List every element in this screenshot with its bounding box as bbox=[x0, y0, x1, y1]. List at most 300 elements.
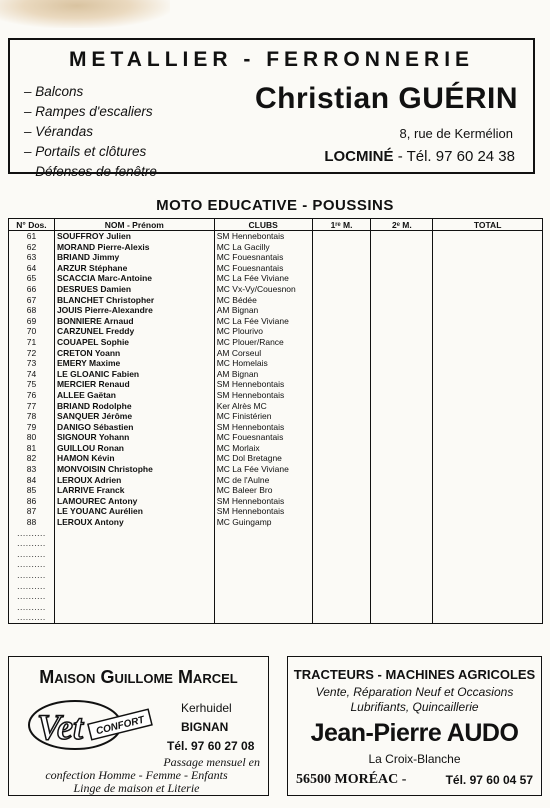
row-club bbox=[214, 528, 312, 539]
dealer-phone: Tél. 97 60 04 57 bbox=[445, 773, 533, 787]
row-m1 bbox=[312, 496, 371, 507]
row-number: 67 bbox=[9, 295, 55, 306]
row-m1 bbox=[312, 570, 371, 581]
row-name: HAMON Kévin bbox=[54, 453, 214, 464]
table-row bbox=[9, 549, 543, 560]
row-number: 66 bbox=[9, 284, 55, 295]
row-number: .......... bbox=[9, 538, 55, 549]
row-m1 bbox=[312, 432, 371, 443]
row-club: SM Hennebontais bbox=[214, 422, 312, 433]
row-number: 88 bbox=[9, 517, 55, 528]
row-name: MERCIER Renaud bbox=[54, 379, 214, 390]
row-m1 bbox=[312, 506, 371, 517]
row-number: .......... bbox=[9, 549, 55, 560]
row-name: EMERY Maxime bbox=[54, 358, 214, 369]
row-m2 bbox=[371, 549, 433, 560]
row-m2 bbox=[371, 231, 433, 242]
metallier-ad bbox=[8, 38, 535, 179]
service-item: – Balcons bbox=[24, 82, 157, 102]
row-club bbox=[214, 570, 312, 581]
row-m2 bbox=[371, 443, 433, 454]
row-name bbox=[54, 538, 214, 549]
row-m2 bbox=[371, 252, 433, 263]
row-m1 bbox=[312, 316, 371, 327]
row-m1 bbox=[312, 612, 371, 623]
table-row bbox=[9, 591, 543, 602]
table-row bbox=[9, 242, 543, 253]
row-m1 bbox=[312, 284, 371, 295]
row-club: MC La Fée Viviane bbox=[214, 273, 312, 284]
table-row bbox=[9, 295, 543, 306]
table-row bbox=[9, 369, 543, 380]
row-m1 bbox=[312, 348, 371, 359]
row-club: MC Plouer/Rance bbox=[214, 337, 312, 348]
row-club: MC Guingamp bbox=[214, 517, 312, 528]
row-m1 bbox=[312, 549, 371, 560]
row-name bbox=[54, 570, 214, 581]
row-m1 bbox=[312, 326, 371, 337]
row-m2 bbox=[371, 559, 433, 570]
row-name: MONVOISIN Christophe bbox=[54, 464, 214, 475]
dealer-name: Jean-Pierre AUDO bbox=[310, 719, 519, 747]
row-club: MC La Fée Viviane bbox=[214, 316, 312, 327]
row-total bbox=[433, 263, 543, 274]
row-m2 bbox=[371, 496, 433, 507]
row-total bbox=[433, 348, 543, 359]
row-number: 68 bbox=[9, 305, 55, 316]
vet-confort-logo bbox=[23, 695, 153, 755]
shop-line3: Linge de maison et Literie bbox=[73, 781, 200, 795]
row-total bbox=[433, 369, 543, 380]
table-row bbox=[9, 337, 543, 348]
row-name bbox=[54, 559, 214, 570]
row-club bbox=[214, 602, 312, 613]
row-name: MORAND Pierre-Alexis bbox=[54, 242, 214, 253]
row-name: GUILLOU Ronan bbox=[54, 443, 214, 454]
row-name: BRIAND Rodolphe bbox=[54, 401, 214, 412]
row-number: 82 bbox=[9, 453, 55, 464]
row-number: .......... bbox=[9, 570, 55, 581]
table-row bbox=[9, 612, 543, 623]
row-name: DANIGO Sébastien bbox=[54, 422, 214, 433]
row-m1 bbox=[312, 422, 371, 433]
row-number: 71 bbox=[9, 337, 55, 348]
row-total bbox=[433, 506, 543, 517]
row-total bbox=[433, 422, 543, 433]
row-name: LE YOUANC Aurélien bbox=[54, 506, 214, 517]
row-name: LARRIVE Franck bbox=[54, 485, 214, 496]
row-m1 bbox=[312, 401, 371, 412]
row-name: SANQUER Jérôme bbox=[54, 411, 214, 422]
row-name: BRIAND Jimmy bbox=[54, 252, 214, 263]
row-club: MC Dol Bretagne bbox=[214, 453, 312, 464]
row-total bbox=[433, 496, 543, 507]
row-m2 bbox=[371, 326, 433, 337]
row-name bbox=[54, 581, 214, 592]
row-m1 bbox=[312, 581, 371, 592]
row-name: BLANCHET Christopher bbox=[54, 295, 214, 306]
service-item: – Portails et clôtures bbox=[24, 142, 157, 162]
row-m1 bbox=[312, 538, 371, 549]
header-total: TOTAL bbox=[433, 219, 543, 231]
row-total bbox=[433, 284, 543, 295]
row-number: 80 bbox=[9, 432, 55, 443]
row-club bbox=[214, 591, 312, 602]
row-m2 bbox=[371, 538, 433, 549]
row-number: 75 bbox=[9, 379, 55, 390]
row-total bbox=[433, 432, 543, 443]
row-number: 81 bbox=[9, 443, 55, 454]
row-name: SIGNOUR Yohann bbox=[54, 432, 214, 443]
table-row bbox=[9, 432, 543, 443]
row-total bbox=[433, 517, 543, 528]
company-address: 8, rue de Kermélion bbox=[399, 126, 513, 141]
table-row bbox=[9, 411, 543, 422]
row-m2 bbox=[371, 337, 433, 348]
row-number: 65 bbox=[9, 273, 55, 284]
company-name: Christian GUÉRIN bbox=[255, 82, 519, 115]
company-contact bbox=[324, 148, 515, 165]
row-m2 bbox=[371, 273, 433, 284]
row-number: 86 bbox=[9, 496, 55, 507]
row-number: 85 bbox=[9, 485, 55, 496]
row-total bbox=[433, 411, 543, 422]
row-m1 bbox=[312, 242, 371, 253]
row-name: LE GLOANIC Fabien bbox=[54, 369, 214, 380]
row-number: .......... bbox=[9, 612, 55, 623]
row-total bbox=[433, 464, 543, 475]
section-title: MOTO EDUCATIVE - POUSSINS bbox=[156, 197, 394, 214]
table-row bbox=[9, 390, 543, 401]
row-m2 bbox=[371, 570, 433, 581]
row-total bbox=[433, 602, 543, 613]
row-number: .......... bbox=[9, 602, 55, 613]
table-row bbox=[9, 443, 543, 454]
row-m1 bbox=[312, 390, 371, 401]
service-item: – Rampes d'escaliers bbox=[24, 102, 157, 122]
row-club: SM Hennebontais bbox=[214, 496, 312, 507]
row-m2 bbox=[371, 295, 433, 306]
header-name: NOM - Prénom bbox=[54, 219, 214, 231]
logo-main: Vet bbox=[37, 707, 84, 747]
row-club: MC Fouesnantais bbox=[214, 432, 312, 443]
shop-line2: confection Homme - Femme - Enfants bbox=[45, 768, 228, 782]
table-row bbox=[9, 326, 543, 337]
table-row bbox=[9, 528, 543, 539]
row-number: 79 bbox=[9, 422, 55, 433]
table-row bbox=[9, 559, 543, 570]
table-row bbox=[9, 263, 543, 274]
row-number: 69 bbox=[9, 316, 55, 327]
row-m1 bbox=[312, 273, 371, 284]
table-row bbox=[9, 464, 543, 475]
row-m2 bbox=[371, 591, 433, 602]
row-m2 bbox=[371, 506, 433, 517]
shop-phone: Tél. 97 60 27 08 bbox=[167, 739, 255, 753]
row-number: 83 bbox=[9, 464, 55, 475]
row-total bbox=[433, 390, 543, 401]
row-m2 bbox=[371, 369, 433, 380]
table-row bbox=[9, 252, 543, 263]
row-m1 bbox=[312, 591, 371, 602]
services-list bbox=[24, 82, 157, 182]
row-total bbox=[433, 295, 543, 306]
row-name: SOUFFROY Julien bbox=[54, 231, 214, 242]
row-club: MC Plourivo bbox=[214, 326, 312, 337]
table-row bbox=[9, 379, 543, 390]
dealer-place: La Croix-Blanche bbox=[368, 752, 461, 766]
row-club: MC Fouesnantais bbox=[214, 263, 312, 274]
row-name: LEROUX Adrien bbox=[54, 475, 214, 486]
row-m1 bbox=[312, 528, 371, 539]
row-m1 bbox=[312, 231, 371, 242]
row-club: MC Morlaix bbox=[214, 443, 312, 454]
shop-line1: Passage mensuel en bbox=[163, 755, 260, 769]
row-m2 bbox=[371, 528, 433, 539]
row-number: 70 bbox=[9, 326, 55, 337]
row-total bbox=[433, 305, 543, 316]
table-row bbox=[9, 348, 543, 359]
row-m2 bbox=[371, 316, 433, 327]
table-row bbox=[9, 284, 543, 295]
row-m2 bbox=[371, 411, 433, 422]
results-table bbox=[8, 218, 543, 624]
row-m1 bbox=[312, 475, 371, 486]
row-number: 87 bbox=[9, 506, 55, 517]
row-m2 bbox=[371, 581, 433, 592]
header-m2: 2ᵉ M. bbox=[371, 219, 433, 231]
row-m1 bbox=[312, 305, 371, 316]
table-row bbox=[9, 401, 543, 412]
row-total bbox=[433, 443, 543, 454]
row-club bbox=[214, 549, 312, 560]
ad-subline2: Lubrifiants, Quincaillerie bbox=[350, 700, 479, 714]
row-m2 bbox=[371, 348, 433, 359]
ad-headline: TRACTEURS - MACHINES AGRICOLES bbox=[293, 667, 536, 682]
row-m2 bbox=[371, 358, 433, 369]
table-row bbox=[9, 602, 543, 613]
shop-town: BIGNAN bbox=[181, 720, 229, 734]
row-name: JOUIS Pierre-Alexandre bbox=[54, 305, 214, 316]
row-m1 bbox=[312, 602, 371, 613]
row-m1 bbox=[312, 485, 371, 496]
company-city: LOCMINÉ bbox=[324, 148, 394, 165]
row-total bbox=[433, 231, 543, 242]
table-row bbox=[9, 305, 543, 316]
table-row bbox=[9, 273, 543, 284]
row-name: CRETON Yoann bbox=[54, 348, 214, 359]
table-row bbox=[9, 358, 543, 369]
row-m1 bbox=[312, 263, 371, 274]
table-row bbox=[9, 231, 543, 242]
row-m1 bbox=[312, 559, 371, 570]
row-name: LAMOUREC Antony bbox=[54, 496, 214, 507]
logo-badge: CONFORT bbox=[95, 714, 146, 738]
row-club: Ker Alrès MC bbox=[214, 401, 312, 412]
row-club: AM Bignan bbox=[214, 369, 312, 380]
dealer-city: 56500 MORÉAC - bbox=[296, 772, 407, 787]
row-m2 bbox=[371, 475, 433, 486]
row-name bbox=[54, 528, 214, 539]
row-m1 bbox=[312, 443, 371, 454]
row-m2 bbox=[371, 422, 433, 433]
row-total bbox=[433, 528, 543, 539]
table-header-row bbox=[9, 219, 543, 231]
row-m2 bbox=[371, 390, 433, 401]
table-body bbox=[9, 231, 543, 624]
row-club: SM Hennebontais bbox=[214, 390, 312, 401]
row-number: 64 bbox=[9, 263, 55, 274]
row-club: MC Vx-Vy/Couesnon bbox=[214, 284, 312, 295]
row-name: BONNIERE Arnaud bbox=[54, 316, 214, 327]
row-m1 bbox=[312, 369, 371, 380]
row-number: 63 bbox=[9, 252, 55, 263]
row-number: 84 bbox=[9, 475, 55, 486]
row-name bbox=[54, 591, 214, 602]
row-m2 bbox=[371, 242, 433, 253]
row-m2 bbox=[371, 305, 433, 316]
row-number: 74 bbox=[9, 369, 55, 380]
row-club: MC Finistérien bbox=[214, 411, 312, 422]
guillome-ad bbox=[8, 656, 269, 796]
row-m2 bbox=[371, 602, 433, 613]
row-name: ALLEE Gaëtan bbox=[54, 390, 214, 401]
row-name: LEROUX Antony bbox=[54, 517, 214, 528]
row-m1 bbox=[312, 358, 371, 369]
row-total bbox=[433, 358, 543, 369]
row-total bbox=[433, 475, 543, 486]
row-total bbox=[433, 485, 543, 496]
row-club: MC Fouesnantais bbox=[214, 252, 312, 263]
row-name: DESRUES Damien bbox=[54, 284, 214, 295]
ad-headline: METALLIER - FERRONNERIE bbox=[68, 48, 475, 71]
shop-place: Kerhuidel bbox=[181, 701, 232, 715]
row-club: AM Corseul bbox=[214, 348, 312, 359]
audo-ad bbox=[287, 656, 542, 796]
row-total bbox=[433, 570, 543, 581]
row-total bbox=[433, 538, 543, 549]
row-name: ARZUR Stéphane bbox=[54, 263, 214, 274]
row-club: AM Bignan bbox=[214, 305, 312, 316]
row-name: SCACCIA Marc-Antoine bbox=[54, 273, 214, 284]
row-m2 bbox=[371, 612, 433, 623]
company-phone: - Tél. 97 60 24 38 bbox=[397, 148, 515, 165]
table-row bbox=[9, 581, 543, 592]
row-club: MC La Fée Viviane bbox=[214, 464, 312, 475]
row-club: SM Hennebontais bbox=[214, 379, 312, 390]
row-m1 bbox=[312, 411, 371, 422]
row-m2 bbox=[371, 453, 433, 464]
row-total bbox=[433, 379, 543, 390]
ad-headline: Maison Guillome Marcel bbox=[39, 667, 238, 687]
row-m1 bbox=[312, 453, 371, 464]
row-club bbox=[214, 538, 312, 549]
row-club: SM Hennebontais bbox=[214, 231, 312, 242]
row-club: MC Baleer Bro bbox=[214, 485, 312, 496]
service-item: – Vérandas bbox=[24, 122, 157, 142]
row-number: 77 bbox=[9, 401, 55, 412]
row-number: 61 bbox=[9, 231, 55, 242]
row-m2 bbox=[371, 485, 433, 496]
row-number: .......... bbox=[9, 528, 55, 539]
table-row bbox=[9, 475, 543, 486]
header-m1: 1ʳᵉ M. bbox=[312, 219, 371, 231]
table-row bbox=[9, 453, 543, 464]
row-club: MC La Gacilly bbox=[214, 242, 312, 253]
row-club bbox=[214, 612, 312, 623]
row-m1 bbox=[312, 295, 371, 306]
row-total bbox=[433, 326, 543, 337]
row-total bbox=[433, 612, 543, 623]
row-m2 bbox=[371, 464, 433, 475]
row-total bbox=[433, 549, 543, 560]
row-m2 bbox=[371, 284, 433, 295]
service-item: – Défenses de fenêtre bbox=[24, 162, 157, 182]
row-club: MC Bédée bbox=[214, 295, 312, 306]
row-total bbox=[433, 401, 543, 412]
row-club bbox=[214, 559, 312, 570]
row-name bbox=[54, 612, 214, 623]
row-total bbox=[433, 559, 543, 570]
table-row bbox=[9, 496, 543, 507]
row-club: MC de l'Aulne bbox=[214, 475, 312, 486]
table-row bbox=[9, 517, 543, 528]
table-row bbox=[9, 570, 543, 581]
table-row bbox=[9, 506, 543, 517]
table-row bbox=[9, 316, 543, 327]
row-name bbox=[54, 549, 214, 560]
row-total bbox=[433, 273, 543, 284]
table-row bbox=[9, 422, 543, 433]
row-m1 bbox=[312, 379, 371, 390]
row-number: .......... bbox=[9, 591, 55, 602]
table-row bbox=[9, 485, 543, 496]
row-total bbox=[433, 242, 543, 253]
row-total bbox=[433, 337, 543, 348]
row-number: 62 bbox=[9, 242, 55, 253]
row-number: .......... bbox=[9, 559, 55, 570]
row-number: 72 bbox=[9, 348, 55, 359]
row-m2 bbox=[371, 517, 433, 528]
header-club: CLUBS bbox=[214, 219, 312, 231]
row-m2 bbox=[371, 379, 433, 390]
row-m2 bbox=[371, 401, 433, 412]
row-name bbox=[54, 602, 214, 613]
row-m1 bbox=[312, 517, 371, 528]
row-total bbox=[433, 252, 543, 263]
table-row bbox=[9, 538, 543, 549]
row-name: COUAPEL Sophie bbox=[54, 337, 214, 348]
row-number: 76 bbox=[9, 390, 55, 401]
row-number: .......... bbox=[9, 581, 55, 592]
ad-subline1: Vente, Réparation Neuf et Occasions bbox=[315, 685, 514, 699]
coffee-stain bbox=[0, 0, 170, 28]
row-club: MC Homelais bbox=[214, 358, 312, 369]
row-m1 bbox=[312, 252, 371, 263]
row-m1 bbox=[312, 464, 371, 475]
row-m2 bbox=[371, 263, 433, 274]
row-total bbox=[433, 591, 543, 602]
row-club bbox=[214, 581, 312, 592]
row-number: 73 bbox=[9, 358, 55, 369]
row-total bbox=[433, 316, 543, 327]
row-total bbox=[433, 581, 543, 592]
header-num: N° Dos. bbox=[9, 219, 55, 231]
row-m1 bbox=[312, 337, 371, 348]
row-number: 78 bbox=[9, 411, 55, 422]
row-name: CARZUNEL Freddy bbox=[54, 326, 214, 337]
row-total bbox=[433, 453, 543, 464]
